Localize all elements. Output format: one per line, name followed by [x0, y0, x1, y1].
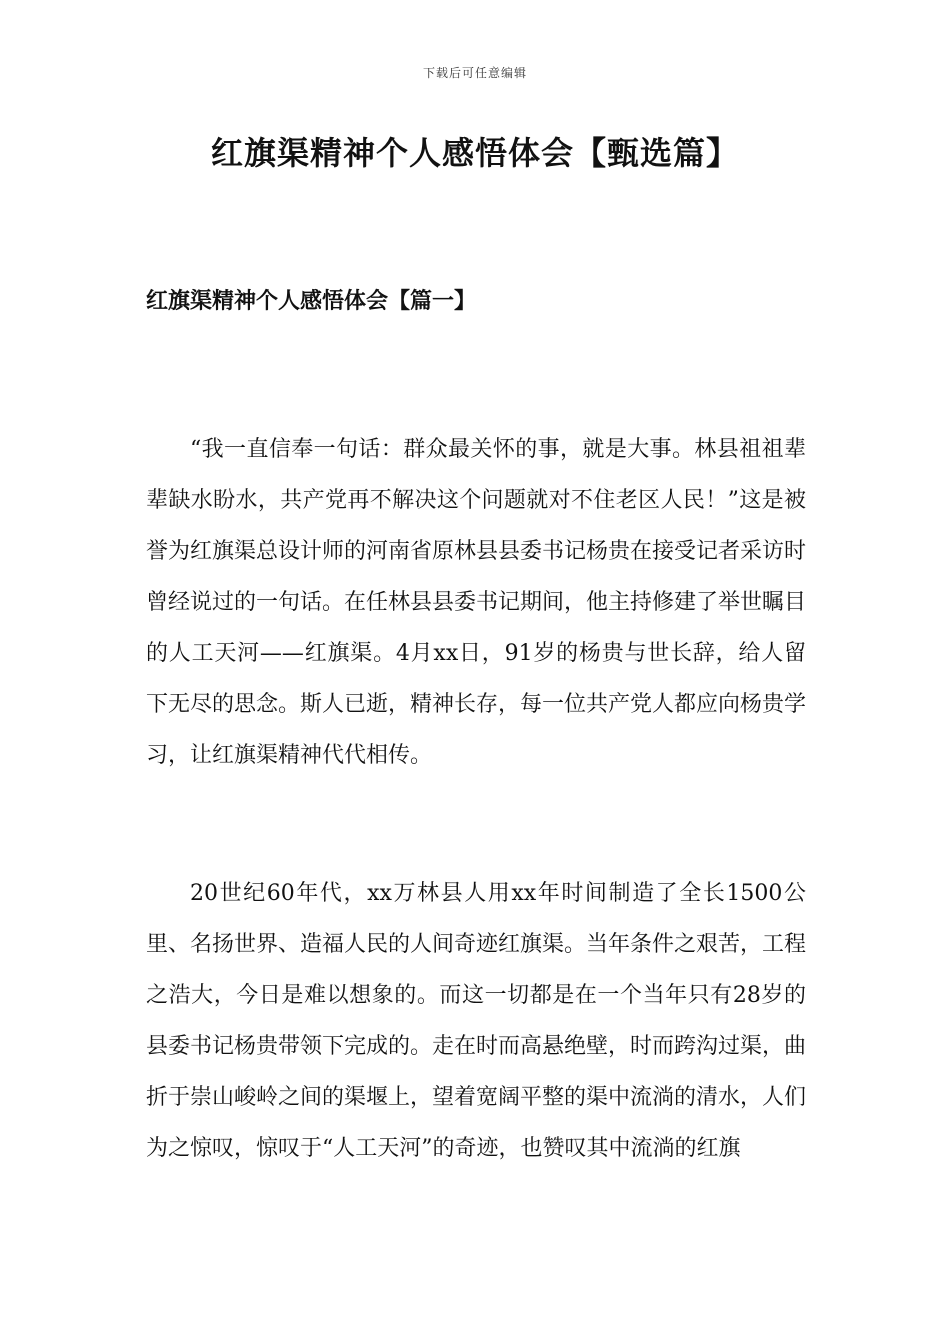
header-note: 下载后可任意编辑: [422, 66, 527, 80]
document-title: 红旗渠精神个人感悟体会【甄选篇】: [210, 134, 739, 172]
section-heading: 红旗渠精神个人感悟体会【篇一】: [146, 288, 477, 314]
paragraph: 20世纪60年代，xx万林县人用xx年时间制造了全长1500公里、名扬世界、造福人民的人间奇迹红旗渠。当年条件之艰苦，工程之浩大，今日是难以想象的。而这一切都是在一个当年只有28岁的县委书记杨贵带领下完成的。走在时而高悬绝壁，时而跨沟过渠，曲折于崇山峻岭之间的渠堰上，望着宽阔平整的渠中流淌的清水，人们为之惊叹，惊叹于“人工天河”的奇迹，也赞叹其中流淌的红旗: [146, 881, 807, 1161]
paragraph: “我一直信奉一句话：群众最关怀的事，就是大事。林县祖祖辈辈缺水盼水，共产党再不解决这个问题就对不住老区人民！”这是被誉为红旗渠总设计师的河南省原林县县委书记杨贵在接受记者采访时曾经说过的一句话。在任林县县委书记期间，他主持修建了举世瞩目的人工天河——红旗渠。4月xx日，91岁的杨贵与世长辞，给人留下无尽的思念。斯人已逝，精神长存，每一位共产党人都应向杨贵学习，让红旗渠精神代代相传。: [146, 437, 807, 768]
